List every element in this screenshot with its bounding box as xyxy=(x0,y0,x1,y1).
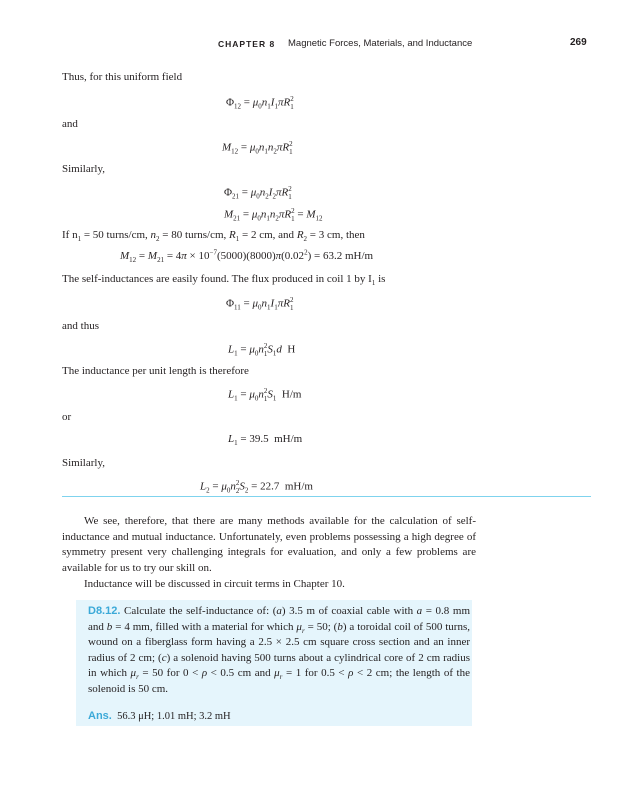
equation-l1-value: $L_1 = 39.5$ mH/m xyxy=(228,433,303,448)
mutual-result: 63.2 mH/m xyxy=(322,250,374,262)
answer-values: 56.3 μH; 1.01 mH; 3.2 mH xyxy=(117,711,231,722)
value-l2: 22.7 xyxy=(260,480,280,493)
text-similarly: Similarly, xyxy=(62,163,105,175)
chapter-label: CHAPTER 8 xyxy=(218,39,276,49)
equation-mutual-12: $M_{12} = \mu_0n_1n_2\pi R2$ 1 xyxy=(222,140,293,156)
equation-l2-value: $L_2 = \mu_0n2$ $2S_2 = 22.7$ mH/m xyxy=(200,479,313,495)
drill-problem-text: D8.12. Calculate the self-inductance of: (a) 3.5 m of coaxial cable with a = 0.8 mm and b = 4 mm, filled with a material for which $\mu_r = 50$; (b) a toroidal coil of 500 turns, wound on a fiberglass form having a 2.5 × 2.5 cm square cross section and an inner radius of 2 cm; (c) a solenoid having 500 turns about a cylindrical core of 2 cm radius in which $\mu_r = 50$ for 0 < ρ < 0.5 cm and $\mu_r = 1$ for 0.5 < ρ < 2 cm; the length of the solenoid is 50 cm. xyxy=(88,605,471,695)
text-given-values: If $n_1 = 50$ turns/cm, $n_2 = 80$ turns/cm, $R_1 = 2$ cm, and $R_2 = 3$ cm, then xyxy=(62,229,365,244)
page-header xyxy=(0,36,627,52)
drill-label: D8.12. xyxy=(88,605,121,617)
drill-problem-box xyxy=(76,600,472,726)
value-r1: 2 cm xyxy=(250,229,273,241)
paragraph-circuit-terms: Inductance will be discussed in circuit terms in Chapter 10. xyxy=(84,578,345,590)
equation-flux-11: $\Phi_{11} = \mu_0n_1I_1\pi R2$ 1 xyxy=(226,296,294,312)
equation-flux-21: $\Phi_{21} = \mu_0n_2I_2\pi R2$ 1 xyxy=(224,185,292,201)
page-number: 269 xyxy=(570,37,587,48)
unit-henry: H xyxy=(287,343,296,356)
text-uniform-field: Thus, for this uniform field xyxy=(62,71,183,83)
value-n1: 50 turns/cm xyxy=(92,229,146,241)
unit-henry-per-meter: H/m xyxy=(281,388,302,401)
equation-l1-total: $L_1 = \mu_0n2$ $1S_1d$ H xyxy=(228,342,296,358)
equation-l1-per-length: $L_1 = \mu_0n2$ $1S_1$ H/m xyxy=(228,387,302,403)
equation-mutual-21: $M_{21} = \mu_0n_1n_2\pi R2$ $1 = M_{12}$ xyxy=(224,207,323,223)
text-per-unit-length: The inductance per unit length is therefore xyxy=(62,365,249,377)
chapter-title: Magnetic Forces, Materials, and Inductance xyxy=(288,38,473,49)
drill-answer xyxy=(88,710,231,722)
text-and: and xyxy=(62,118,78,130)
text-similarly-2: Similarly, xyxy=(62,457,105,469)
value-n2: 80 turns/cm xyxy=(171,229,224,241)
equation-mutual-numeric: $M_{12} = M_{21} = 4\pi \times 10^{-7}(5000)(8000)\pi(0.02^2) = 63.2$ mH/m xyxy=(120,248,374,265)
text-and-thus: and thus xyxy=(62,320,99,332)
value-l1: 39.5 xyxy=(249,433,269,445)
paragraph-methods: We see, therefore, that there are many methods available for the calculation of self-inductance and mutual inductance. Unfortunately, even problems possessing a high degree of symmetry present very challenging integrals for evaluation, and only a few problems are available for us to try our skill on. xyxy=(62,515,476,574)
answer-label: Ans. xyxy=(88,710,112,722)
value-r2: 3 cm xyxy=(318,229,341,241)
equation-flux-12: $\Phi_{12} = \mu_0n_1I_1\pi R2$ 1 xyxy=(226,95,294,111)
text-self-inductance-intro: The self-inductances are easily found. The flux produced in coil 1 by $I_1$ is xyxy=(62,273,386,288)
section-divider xyxy=(62,496,591,497)
text-or: or xyxy=(62,411,72,423)
